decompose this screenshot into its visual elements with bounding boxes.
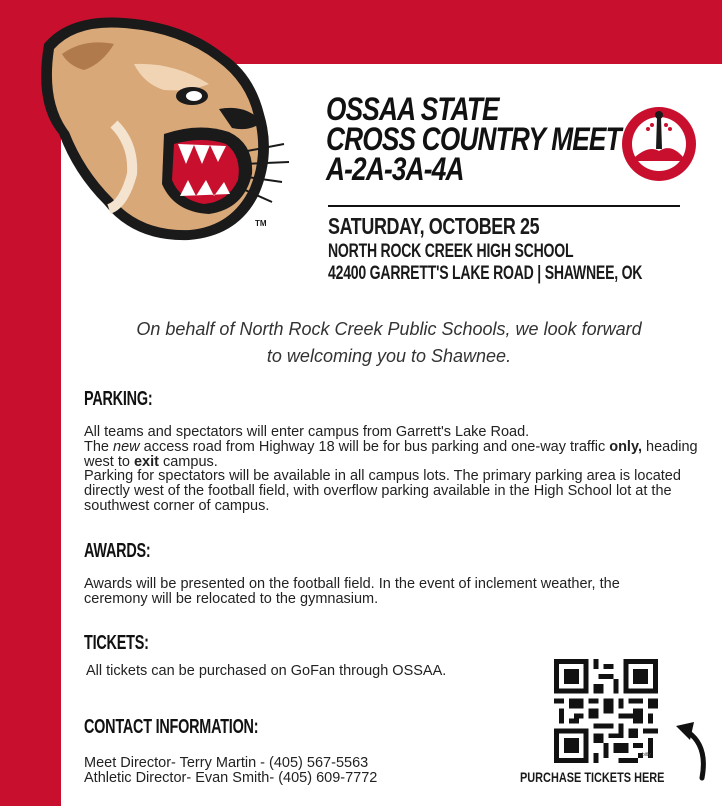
meet-title: [326, 91, 621, 187]
parking-heading: PARKING:: [84, 388, 153, 410]
welcome-line: to welcoming you to Shawnee.: [266, 346, 512, 366]
meet-title-line: OSSAA STATE: [326, 91, 499, 127]
meet-title-line: A-2A-3A-4A: [326, 151, 464, 187]
contact-line: Athletic Director- Evan Smith- (405) 609-7772: [84, 769, 378, 786]
purchase-tickets-label[interactable]: PURCHASE TICKETS HERE: [520, 769, 665, 785]
meet-venue: [328, 241, 642, 285]
qr-caption: bitly: [642, 752, 651, 758]
cougar-mascot-logo: [14, 4, 304, 244]
welcome-line: On behalf of North Rock Creek Public Schools, we look forward: [136, 319, 642, 339]
parking-text: [84, 425, 720, 514]
ossaa-seal-logo: [619, 99, 699, 189]
parking-paragraph: Parking for spectators will be available in all campus lots. The primary parking area is located directly west of the football field, with overflow parking available in the High School lot at the southwest corner of campus.: [84, 468, 681, 514]
tickets-qr-code[interactable]: [554, 659, 658, 763]
meet-date: SATURDAY, OCTOBER 25: [328, 213, 540, 239]
curved-arrow-icon: [668, 712, 712, 782]
awards-text: Awards will be presented on the football field. In the event of inclement weather, the ceremony will be relocated to the gymnasium.: [84, 576, 620, 607]
tickets-text: All tickets can be purchased on GoFan through OSSAA.: [86, 663, 447, 679]
parking-paragraph: All teams and spectators will enter campus from Garrett's Lake Road.: [84, 424, 530, 440]
parking-paragraph: The new access road from Highway 18 will be for bus parking and one-way traffic only, heading west to exit campus.: [84, 438, 698, 470]
trademark-mark: TM: [255, 219, 267, 228]
awards-heading: AWARDS:: [84, 540, 151, 562]
welcome-message: [78, 316, 700, 370]
tickets-heading: TICKETS:: [84, 632, 149, 654]
contact-line: Meet Director- Terry Martin - (405) 567-5563: [84, 755, 369, 771]
venue-address: 42400 GARRETT'S LAKE ROAD | SHAWNEE, OK: [328, 263, 643, 284]
contact-heading: CONTACT INFORMATION:: [84, 716, 259, 738]
venue-school: NORTH ROCK CREEK HIGH SCHOOL: [328, 241, 574, 262]
title-divider: [328, 205, 680, 207]
meet-title-line: CROSS COUNTRY MEET: [326, 121, 621, 157]
